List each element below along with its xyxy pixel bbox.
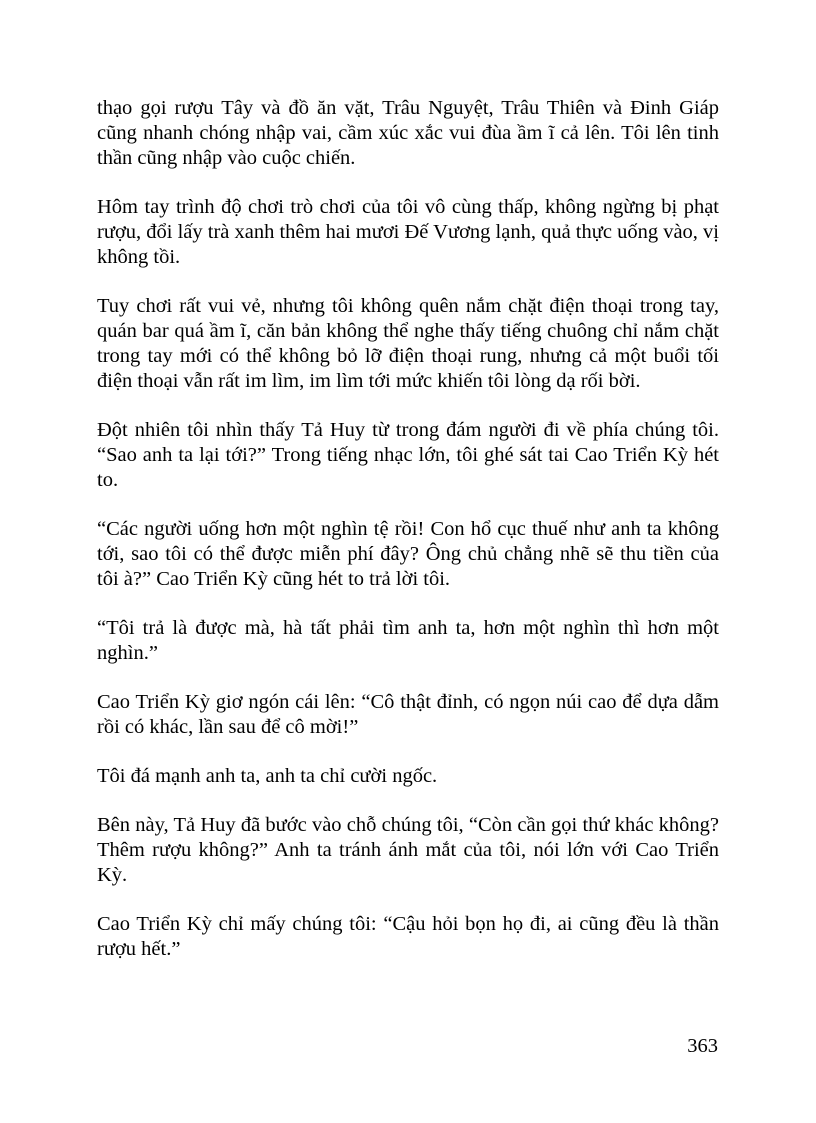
paragraph-2: Hôm tay trình độ chơi trò chơi của tôi vô cùng thấp, không ngừng bị phạt rượu, đổi lấy trà xanh thêm hai mươi Đế Vương lạnh, quả thực uống vào, vị không tồi. <box>97 196 719 268</box>
paragraph-6: “Tôi trả là được mà, hà tất phải tìm anh ta, hơn một nghìn thì hơn một nghìn.” <box>97 617 719 664</box>
page-number: 363 <box>687 1035 718 1057</box>
paragraph-1: thạo gọi rượu Tây và đồ ăn vặt, Trâu Nguyệt, Trâu Thiên và Đinh Giáp cũng nhanh chóng nhập vai, cầm xúc xắc vui đùa ầm ĩ cả lên. Tôi lên tinh thần cũng nhập vào cuộc chiến. <box>97 97 719 169</box>
paragraph-10: Cao Triển Kỳ chỉ mấy chúng tôi: “Cậu hỏi bọn họ đi, ai cũng đều là thần rượu hết.” <box>97 913 719 960</box>
paragraph-4: Đột nhiên tôi nhìn thấy Tả Huy từ trong đám người đi về phía chúng tôi. “Sao anh ta lại tới?” Trong tiếng nhạc lớn, tôi ghé sát tai Cao Triển Kỳ hét to. <box>97 419 719 491</box>
paragraph-3: Tuy chơi rất vui vẻ, nhưng tôi không quên nắm chặt điện thoại trong tay, quán bar quá ầm ĩ, căn bản không thể nghe thấy tiếng chuông chỉ nắm chặt trong tay mới có thể không bỏ lỡ điện thoại rung, nhưng cả một buổi tối điện thoại vẫn rất im lìm, im lìm tới mức khiến tôi lòng dạ rối bời. <box>97 295 719 392</box>
paragraph-9: Bên này, Tả Huy đã bước vào chỗ chúng tôi, “Còn cần gọi thứ khác không? Thêm rượu không?” Anh ta tránh ánh mắt của tôi, nói lớn với Cao Triển Kỳ. <box>97 814 719 886</box>
paragraph-8: Tôi đá mạnh anh ta, anh ta chỉ cười ngốc. <box>97 765 438 787</box>
paragraph-5: “Các người uống hơn một nghìn tệ rồi! Con hổ cục thuế như anh ta không tới, sao tôi có thể được miễn phí đây? Ông chủ chẳng nhẽ sẽ thu tiền của tôi à?” Cao Triển Kỳ cũng hét to trả lời tôi. <box>97 518 719 590</box>
body-text <box>97 96 719 986</box>
paragraph-7: Cao Triển Kỳ giơ ngón cái lên: “Cô thật đỉnh, có ngọn núi cao để dựa dẫm rồi có khác, lần sau để cô mời!” <box>97 691 719 738</box>
